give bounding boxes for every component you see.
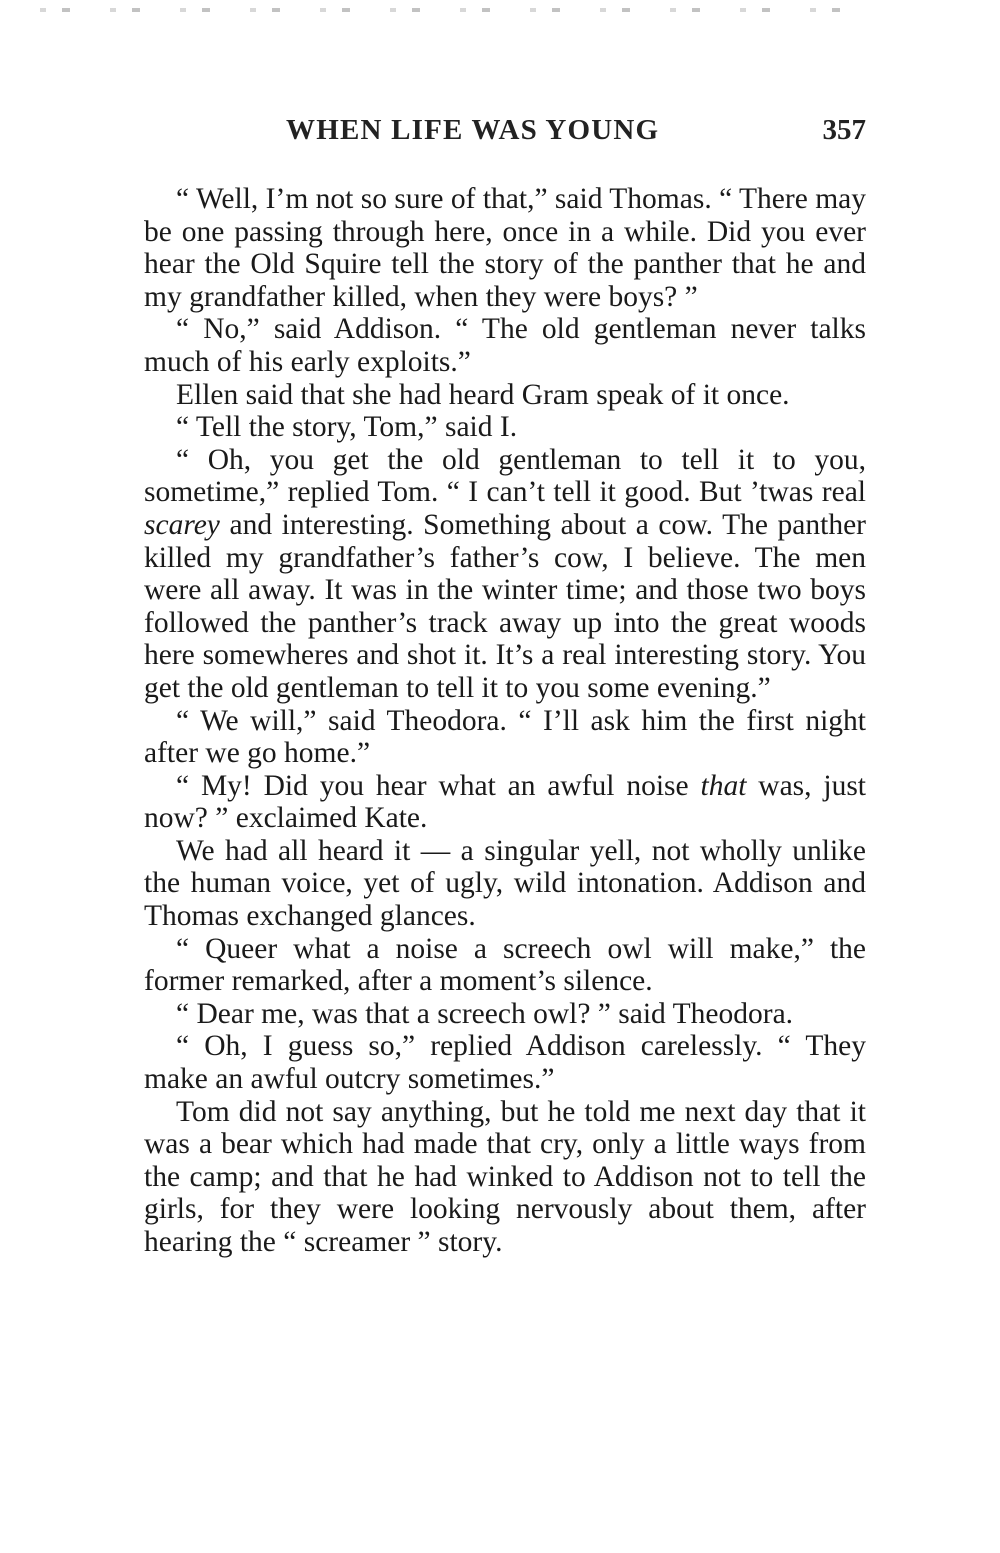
page-number: 357: [822, 114, 866, 146]
paragraph-7: [144, 770, 866, 835]
paragraph-7-before: “ My! Did you hear what an awful noise: [176, 769, 701, 802]
running-head: [144, 114, 866, 154]
paragraph-1: “ Well, I’m not so sure of that,” said Thomas. “ There may be one passing through here, once in a while. Did you ever hear the Old Squire tell the story of the panther that he and my grandfather killed, when they were boys? ”: [144, 183, 866, 313]
paragraph-7-after: was, just now? ” exclaimed Kate.: [144, 769, 866, 835]
paragraph-8: We had all heard it — a singular yell, not wholly unlike the human voice, yet of ugly, wild intonation. Addison and Thomas exchanged glances.: [144, 834, 866, 933]
paragraph-10: “ Dear me, was that a screech owl? ” said Theodora.: [176, 997, 794, 1030]
paragraph-2: “ No,” said Addison. “ The old gentleman never talks much of his early exploits.”: [144, 313, 866, 378]
paragraph-12: Tom did not say anything, but he told me next day that it was a bear which had made that cry, only a little ways from the camp; and that he had winked to Addison not to tell the girls, for they were looking nervously about them, after hearing the “ screamer ” story.: [144, 1095, 866, 1258]
paragraph-4: “ Tell the story, Tom,” said I.: [176, 411, 518, 444]
running-title: WHEN LIFE WAS YOUNG: [286, 114, 660, 146]
body-text: [144, 183, 866, 1259]
scan-artifact: [40, 8, 860, 12]
paragraph-5-before: “ Oh, you get the old gentleman to tell it to you, sometime,” replied Tom. “ I can’t tell it good. But ’twas real: [144, 443, 866, 509]
paragraph-11: “ Oh, I guess so,” replied Addison carelessly. “ They make an awful outcry sometimes.”: [144, 1030, 866, 1096]
paragraph-5-after: and interesting. Something about a cow. The panther killed my grandfather’s father’s cow, I believe. The men were all away. It was in the winter time; and those two boys followed the panther’s track away up into the great woods here somewheres and shot it. It’s a real interesting story. You get the old gentleman to tell it to you some evening.”: [144, 508, 866, 704]
paragraph-9: “ Queer what a noise a screech owl will make,” the former remarked, after a moment’s silence.: [144, 932, 866, 998]
paragraph-5-italic: scarey: [144, 508, 220, 541]
paragraph-5: [144, 444, 866, 705]
paragraph-3: Ellen said that she had heard Gram speak of it once.: [176, 378, 790, 411]
paragraph-7-italic: that: [700, 769, 747, 802]
paragraph-6: “ We will,” said Theodora. “ I’ll ask him the first night after we go home.”: [144, 704, 866, 770]
